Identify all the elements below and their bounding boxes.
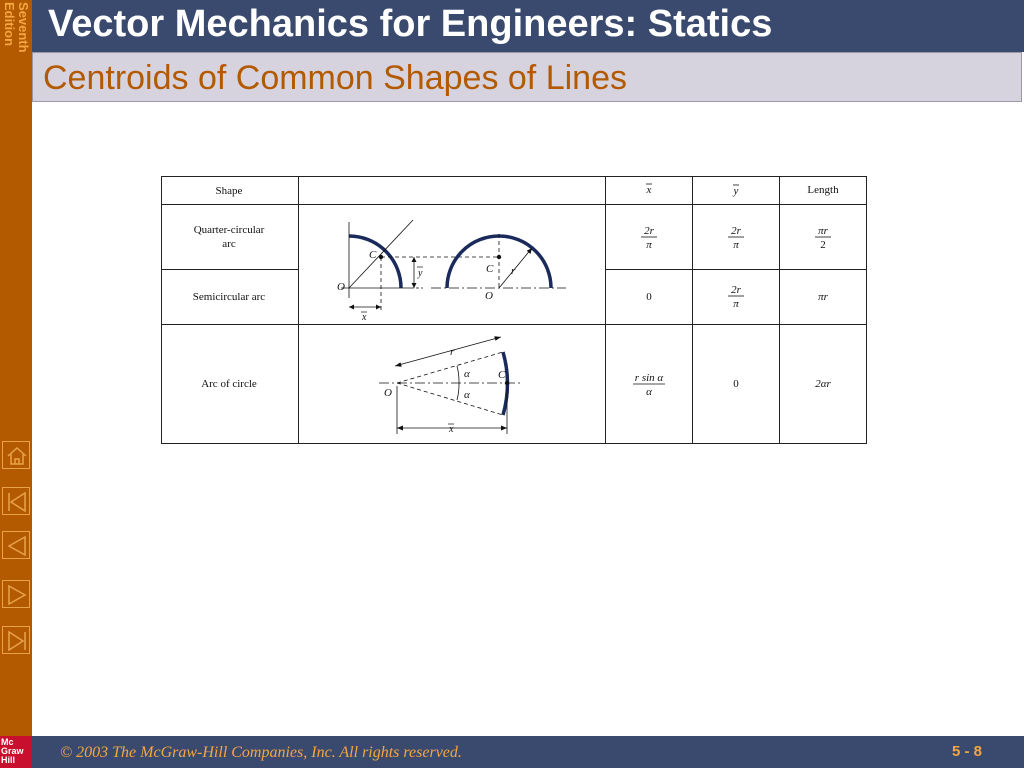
- row2-ybar-num: 2r: [731, 284, 741, 296]
- row1-shape-line2: arc: [222, 238, 236, 250]
- row1-formulas: [641, 225, 831, 251]
- next-slide-button[interactable]: [2, 580, 30, 608]
- table-grid: [161, 176, 867, 444]
- last-slide-button[interactable]: [2, 626, 30, 654]
- header-length: Length: [807, 184, 839, 196]
- row3-shape: Arc of circle: [201, 378, 257, 390]
- row3-ybar: 0: [733, 378, 739, 390]
- slide-footer: [32, 736, 1024, 768]
- home-button[interactable]: [2, 441, 30, 469]
- quarter-xbar-label: x: [362, 312, 367, 323]
- previous-slide-button[interactable]: [2, 531, 30, 559]
- arc-radius-label: r: [450, 346, 455, 358]
- quarter-origin-label: O: [337, 281, 345, 293]
- header-xbar: x: [646, 184, 652, 196]
- arc-alpha-lower: α: [464, 389, 470, 401]
- edition-line-1: Seventh: [16, 2, 31, 53]
- home-icon: [3, 442, 31, 470]
- centroid-table: [161, 176, 867, 444]
- semi-centroid-label: C: [486, 263, 494, 275]
- slide-title: Vector Mechanics for Engineers: Statics: [48, 3, 773, 45]
- row2-length: πr: [818, 291, 828, 303]
- header-ybar: y: [733, 185, 739, 197]
- arc-centroid-label: C: [498, 369, 506, 381]
- previous-slide-icon: [3, 532, 31, 560]
- mcgraw-hill-logo: Mc Graw Hill: [0, 736, 32, 768]
- quarter-ybar-label: y: [418, 268, 423, 279]
- row1-ybar-num: 2r: [731, 225, 741, 237]
- centroid-table-figure: [161, 176, 867, 444]
- quarter-semicircle-diagram: [337, 220, 566, 323]
- row3-xbar-den: α: [646, 386, 652, 398]
- row1-length-num: πr: [818, 225, 828, 237]
- last-slide-icon: [3, 627, 31, 655]
- row3-formulas: [633, 372, 831, 398]
- row1-shape-line1: Quarter-circular: [193, 224, 265, 236]
- row2-xbar: 0: [646, 291, 652, 303]
- semi-origin-label: O: [485, 290, 493, 302]
- arc-origin-label: O: [384, 387, 392, 399]
- arc-of-circle-diagram: [379, 336, 523, 435]
- slide-header: [32, 0, 1024, 52]
- copyright-text: © 2003 The McGraw-Hill Companies, Inc. All rights reserved.: [60, 744, 462, 761]
- slide-subtitle: Centroids of Common Shapes of Lines: [43, 59, 627, 97]
- row1-xbar-num: 2r: [644, 225, 654, 237]
- row2-formulas: [646, 284, 828, 310]
- next-slide-icon: [3, 581, 31, 609]
- arc-alpha-upper: α: [464, 368, 470, 380]
- row2-shape: Semicircular arc: [192, 291, 266, 303]
- row2-ybar-den: π: [733, 298, 739, 310]
- first-slide-button[interactable]: [2, 487, 30, 515]
- subtitle-bar: [32, 52, 1022, 102]
- first-slide-icon: [3, 488, 31, 516]
- row3-xbar-num: r sin α: [634, 372, 664, 384]
- header-shape: Shape: [215, 185, 243, 197]
- arc-xbar-label: x: [449, 424, 454, 435]
- row1-ybar-den: π: [733, 239, 739, 251]
- row1-length-den: 2: [820, 239, 826, 251]
- page-number: 5 - 8: [951, 743, 982, 760]
- quarter-centroid-label: C: [369, 249, 377, 261]
- semi-radius-label: r: [511, 265, 516, 277]
- row3-length: 2αr: [815, 378, 831, 390]
- edition-label: [0, 0, 32, 66]
- edition-line-2: Edition: [2, 2, 17, 47]
- sidebar: [0, 0, 32, 768]
- row1-xbar-den: π: [646, 239, 652, 251]
